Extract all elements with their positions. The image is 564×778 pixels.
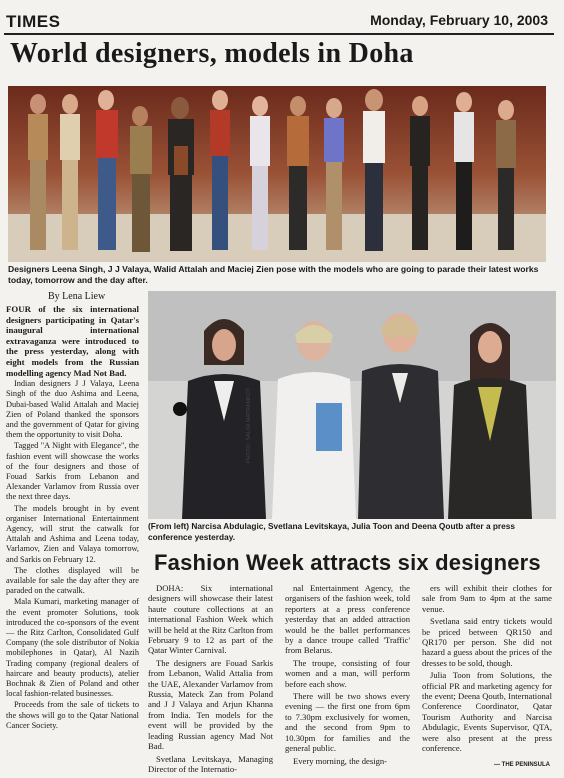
paper-name: TIMES	[6, 12, 61, 31]
photo-credit: PHOTO: SALIM MATRAMKOT	[246, 387, 252, 463]
story2-paragraph: The designers are Fouad Sarkis from Lebanon, Walid Attalia from the UAE, Alexander Varlamov from Russia, Mateck Zan from Poland and J J Valaya and Arjun Khanna from India. Ten models for the event will be provided by the leading Russian agency Mad Not Bad.	[148, 657, 273, 752]
issue-date: Monday, February 10, 2003	[370, 12, 548, 28]
story2-paragraph: Julia Toon from Solutions, the official PR and marketing agency for the event; Deena Qoutb, International Conference Coordinator, Qatar Tourism Authority and Narcisa Abdulagic, Events Supervisor, QTA, were also present at the press conference.	[422, 670, 552, 754]
story2-column-3	[422, 583, 552, 768]
story2-paragraph: DOHA: Six international designers will showcase their latest haute couture collections at an international Fashion Week which will be held at the Ritz Carlton from February 9 to 12 as part of the Qatar Winter Carnival.	[148, 583, 273, 656]
story1-paragraph: Indian designers J J Valaya, Leena Singh of the duo Ashima and Leena, Dubai-based Walid Attalah and Maciej Zien of Poland thanked the sponsors and the government of Qatar for giving them the opportunity to visit Doha.	[6, 379, 139, 440]
story2-paragraph: Svetlana Levitskaya, Managing Director of the Internatio-	[148, 753, 273, 774]
story2-paragraph: ers will exhibit their clothes for sale from 9am to 4pm at the same venue.	[422, 583, 552, 614]
story1-paragraph: Tagged "A Night with Elegance", the fashion event will showcase the works of the four designers and those of Fouad Sarkis from Lebanon and Alexander Varlamov from Russia over the next three days.	[6, 441, 139, 502]
story2-paragraph: The troupe, consisting of four women and a man, will perform before each show.	[285, 657, 410, 689]
masthead	[0, 12, 564, 34]
story2-column-1	[148, 583, 273, 774]
story1-paragraph: The models brought in by event organiser International Entertainment Agency, will strut the catwalk for Attalah and Ashima and Leena today, Varlamov, Zien and Valaya tomorrow, and Sarkis on February 12.	[6, 503, 139, 564]
story1-headline: World designers, models in Doha	[10, 38, 414, 69]
group-photo-illustration	[8, 86, 546, 262]
press-conference-caption: (From left) Narcisa Abdulagic, Svetlana Levitskaya, Julia Toon and Deena Qoutb after a press conference yesterday.	[148, 521, 516, 542]
story1-paragraph: The clothes displayed will be available for sale the day after they are paraded on the catwalk.	[6, 565, 139, 596]
story1-paragraph: Mala Kumari, marketing manager of the event promoter Solutions, took introduced the co-sponsors of the event — the Ritz Carlton, Consolidated Gulf Company (the sole distributor of Nokia mobilephones in Qatar), Al Nazih Trading company (regional dealers of haircare and beauty products), atelier Bochnak & Zien of Poland and other local fashion-related businesses.	[6, 597, 139, 699]
story2-paragraph: There will be two shows every evening — the first one from 6pm to 7.30pm exclusively for women, and the second from 9pm to 10.30pm for families and the general public.	[285, 691, 410, 754]
story2-paragraph: Svetlana said entry tickets would be priced between QR150 and QR170 per person. She did not hazard a guess about the prices of the dresses to be sold, though.	[422, 616, 552, 668]
story2-headline: Fashion Week attracts six designers	[154, 550, 541, 575]
story1-body	[6, 304, 139, 774]
press-conference-photo	[148, 291, 556, 519]
byline: By Lena Liew	[48, 291, 106, 302]
source-credit: — THE PENINSULA	[493, 762, 550, 768]
story2-column-2	[285, 583, 410, 768]
story1-paragraph: Proceeds from the sale of tickets to the shows will go to the Qatar National Cancer Society.	[6, 700, 139, 730]
story2-paragraph: nal Entertainment Agency, the organisers of the fashion week, told reporters at a press conference yesterday that an added attraction would be the ballet performances by a dance troupe called 'Traffic' from Belarus.	[285, 583, 410, 656]
masthead-rule	[4, 33, 554, 35]
group-photo-caption: Designers Leena Singh, J J Valaya, Walid Attalah and Maciej Zien pose with the models who are going to parade their latest works today, tomorrow and the day after.	[8, 264, 539, 285]
group-photo	[8, 86, 546, 262]
press-conference-illustration	[148, 291, 556, 519]
story2-paragraph: Every morning, the design-	[293, 755, 388, 766]
story1-paragraph: FOUR of the six international designers participating in Qatar's inaugural international extravaganza were introduced to the press yesterday, along with eight models from the Russian modelling agency Mad Not Bad.	[6, 304, 139, 378]
